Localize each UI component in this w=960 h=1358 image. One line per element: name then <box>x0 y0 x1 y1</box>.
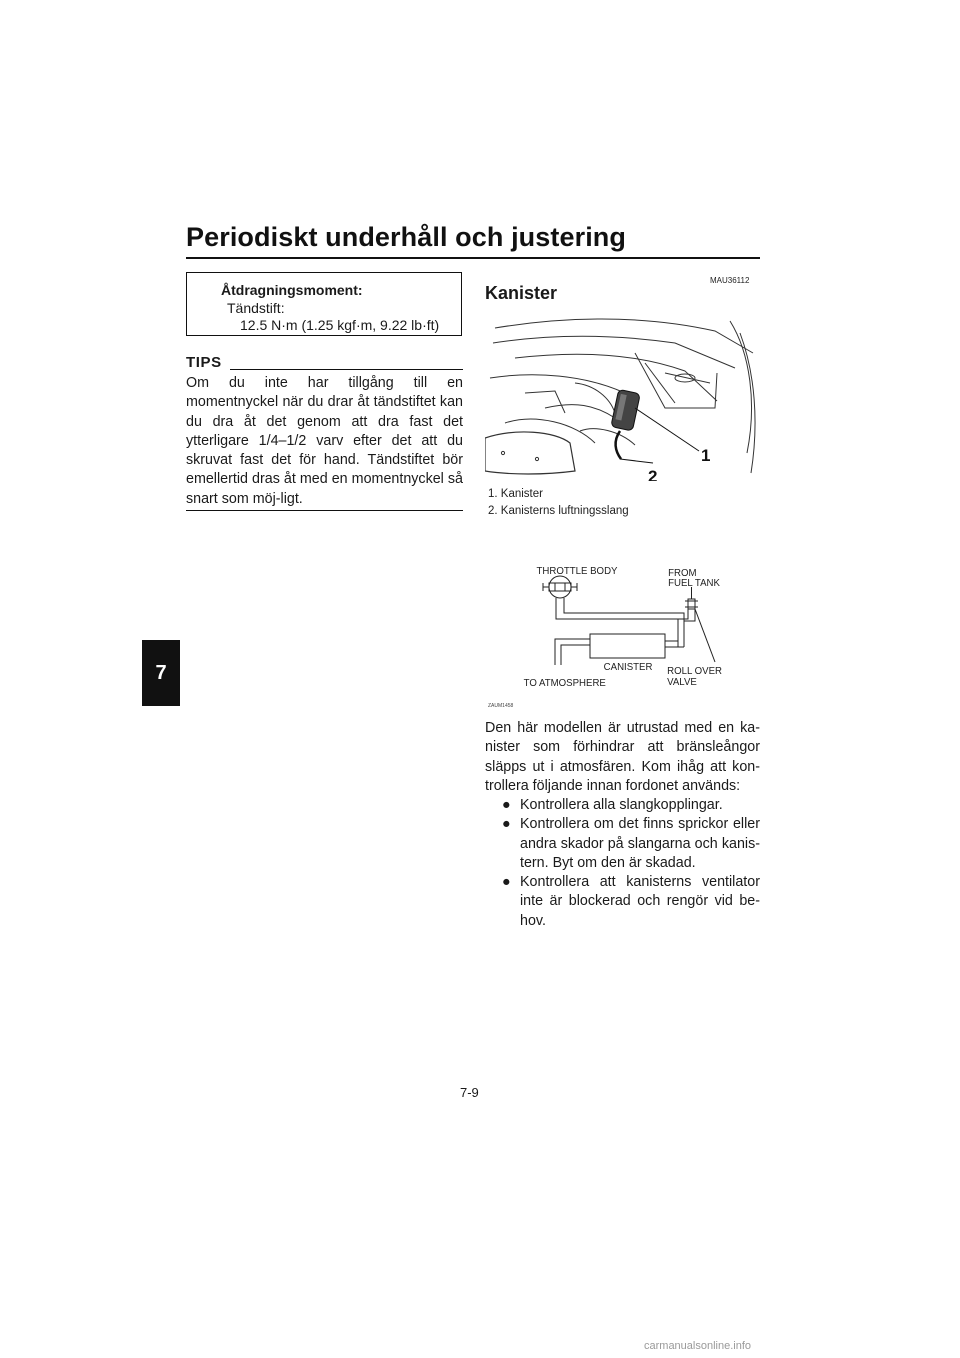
torque-spec-box <box>186 272 462 336</box>
canister-location-illustration <box>485 313 760 481</box>
caption-2: 2. Kanisterns luftningsslang <box>488 505 629 517</box>
title-rule <box>186 257 760 259</box>
section-code: MAU36112 <box>710 276 750 285</box>
tips-text: Om du inte har tillgång till en momentnyckel när du drar åt tändstiftet kan du dra åt det genom att dra fast det ytterligare 1/4–1/2 varv efter det att du skruvat fast det för hand. Tändstiftet bör emellertid dras åt med en momentnyckel så snart som möj-ligt. <box>186 375 463 507</box>
watermark: carmanualsonline.info <box>644 1340 752 1352</box>
bullet-icon: ● <box>502 797 511 813</box>
tips-end-rule <box>186 510 463 511</box>
canister-hose-diagram <box>485 557 760 712</box>
callout-2: 2 <box>648 467 658 481</box>
figure-captions <box>488 486 629 520</box>
label-fuel-tank: FUEL TANK <box>668 577 720 590</box>
torque-item: Tändstift: <box>227 300 285 316</box>
list-item: ● Kontrollera att kanisterns ventilator inte är blockerad och rengör vid be-hov. <box>502 874 760 929</box>
caption-1: 1. Kanister <box>488 488 543 500</box>
diagram-code: ZAUM1458 <box>488 703 514 709</box>
label-throttle-body: THROTTLE BODY <box>536 565 618 578</box>
label-to-atmosphere: TO ATMOSPHERE <box>523 677 606 690</box>
tips-heading: TIPS <box>186 354 222 371</box>
bullet-icon: ● <box>502 816 511 833</box>
list-item: ● Kontrollera om det finns sprickor eller andra skador på slangarna och kanis-tern. Byt om den är skadad. <box>502 816 760 871</box>
page-title: Periodiskt underhåll och justering <box>186 222 626 252</box>
canister-checklist <box>502 796 760 931</box>
torque-value: 12.5 N·m (1.25 kgf·m, 9.22 lb·ft) <box>240 317 440 333</box>
callout-1: 1 <box>701 446 711 465</box>
label-from: FROM <box>668 567 697 580</box>
label-roll-over: ROLL OVER <box>667 665 723 678</box>
torque-heading: Åtdragningsmoment: <box>221 282 363 298</box>
tips-rule <box>230 369 463 370</box>
chapter-tab: 7 <box>142 640 180 706</box>
page-number: 7-9 <box>460 1085 479 1100</box>
section-title: Kanister <box>485 283 558 303</box>
label-canister: CANISTER <box>603 661 653 674</box>
bullet-icon: ● <box>502 874 511 891</box>
label-valve: VALVE <box>667 676 697 689</box>
list-item: ● Kontrollera alla slangkopplingar. <box>502 796 760 815</box>
canister-body-text: Den här modellen är utrustad med en ka-nister som förhindrar att bränsleångor släpps ut i atmosfären. Kom ihåg att kon-trollera följande innan fordonet används: <box>485 720 760 794</box>
